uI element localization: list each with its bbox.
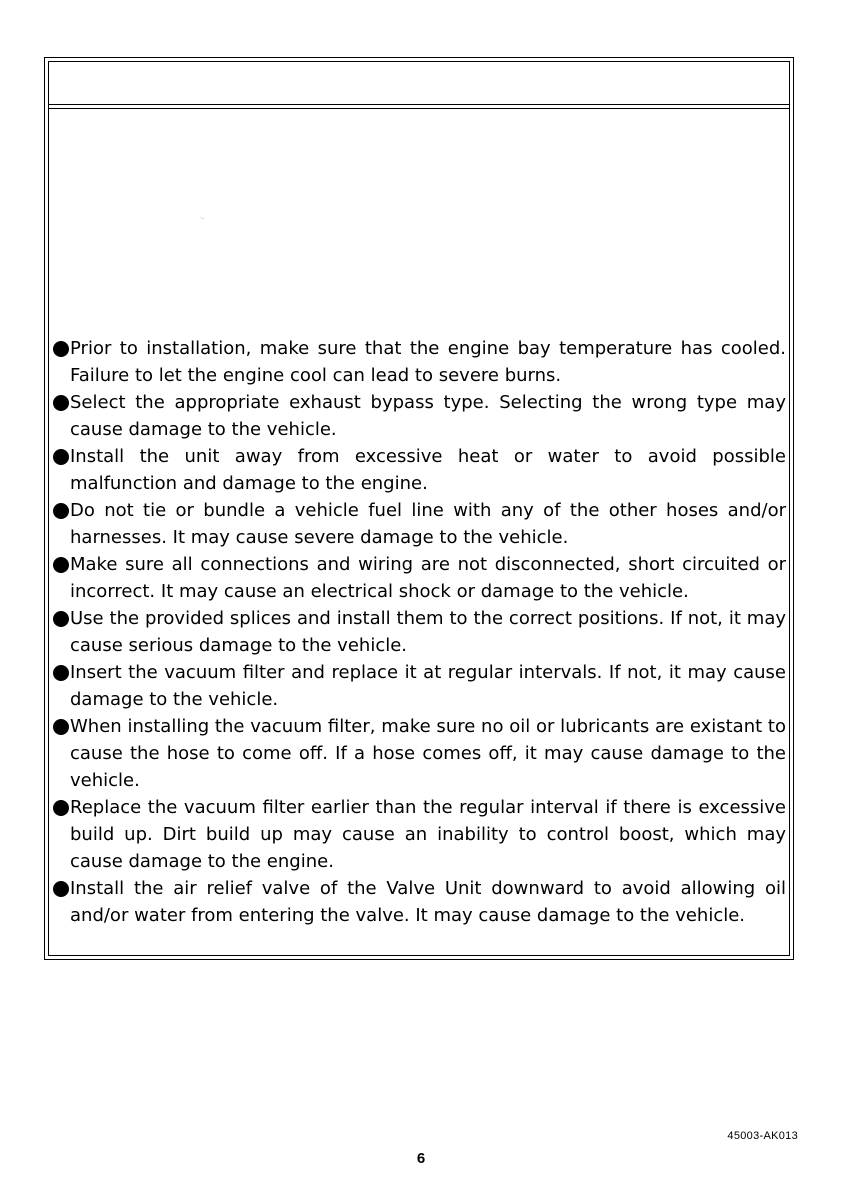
bullet-icon [53, 665, 69, 681]
warning-text: Select the appropriate exhaust bypass type. Selecting the wrong type may cause damage to the vehicle. [70, 392, 786, 440]
warning-item [53, 794, 786, 875]
warning-item [53, 659, 786, 713]
warning-text: When installing the vacuum filter, make sure no oil or lubricants are existant to cause the hose to come off. If a hose comes off, it may cause damage to the vehicle. [70, 716, 786, 791]
scan-artifact: ·- [200, 215, 205, 222]
warning-item [53, 389, 786, 443]
warning-item [53, 875, 786, 929]
bullet-icon [53, 881, 69, 897]
bullet-icon [53, 611, 69, 627]
warning-text: Use the provided splices and install them to the correct positions. If not, it may cause serious damage to the vehicle. [70, 608, 786, 656]
page-number: 6 [416, 1150, 426, 1167]
warning-item [53, 443, 786, 497]
bullet-icon [53, 800, 69, 816]
warning-text: Install the air relief valve of the Valve Unit downward to avoid allowing oil and/or water from entering the valve. It may cause damage to the vehicle. [70, 878, 786, 926]
warning-list [53, 335, 786, 929]
bullet-icon [53, 719, 69, 735]
warning-text: Insert the vacuum filter and replace it at regular intervals. If not, it may cause damage to the vehicle. [70, 662, 786, 710]
warning-item [53, 497, 786, 551]
header-divider-bottom [48, 108, 790, 109]
bullet-icon [53, 395, 69, 411]
warning-text: Replace the vacuum filter earlier than the regular interval if there is excessive build up. Dirt build up may cause an inability to control boost, which may cause damage to the engine. [70, 797, 786, 872]
warning-item [53, 605, 786, 659]
warning-item [53, 335, 786, 389]
header-divider-top [48, 104, 790, 105]
bullet-icon [53, 449, 69, 465]
warning-item [53, 551, 786, 605]
warning-text: Prior to installation, make sure that the engine bay temperature has cooled. Failure to let the engine cool can lead to severe burns. [70, 338, 786, 386]
bullet-icon [53, 503, 69, 519]
bullet-icon [53, 341, 69, 357]
part-number: 45003-AK013 [727, 1130, 798, 1142]
warning-item [53, 713, 786, 794]
bullet-icon [53, 557, 69, 573]
warning-text: Do not tie or bundle a vehicle fuel line with any of the other hoses and/or harnesses. It may cause severe damage to the vehicle. [70, 500, 786, 548]
warning-text: Install the unit away from excessive heat or water to avoid possible malfunction and damage to the engine. [70, 446, 786, 494]
warning-text: Make sure all connections and wiring are not disconnected, short circuited or incorrect. It may cause an electrical shock or damage to the vehicle. [70, 554, 786, 602]
